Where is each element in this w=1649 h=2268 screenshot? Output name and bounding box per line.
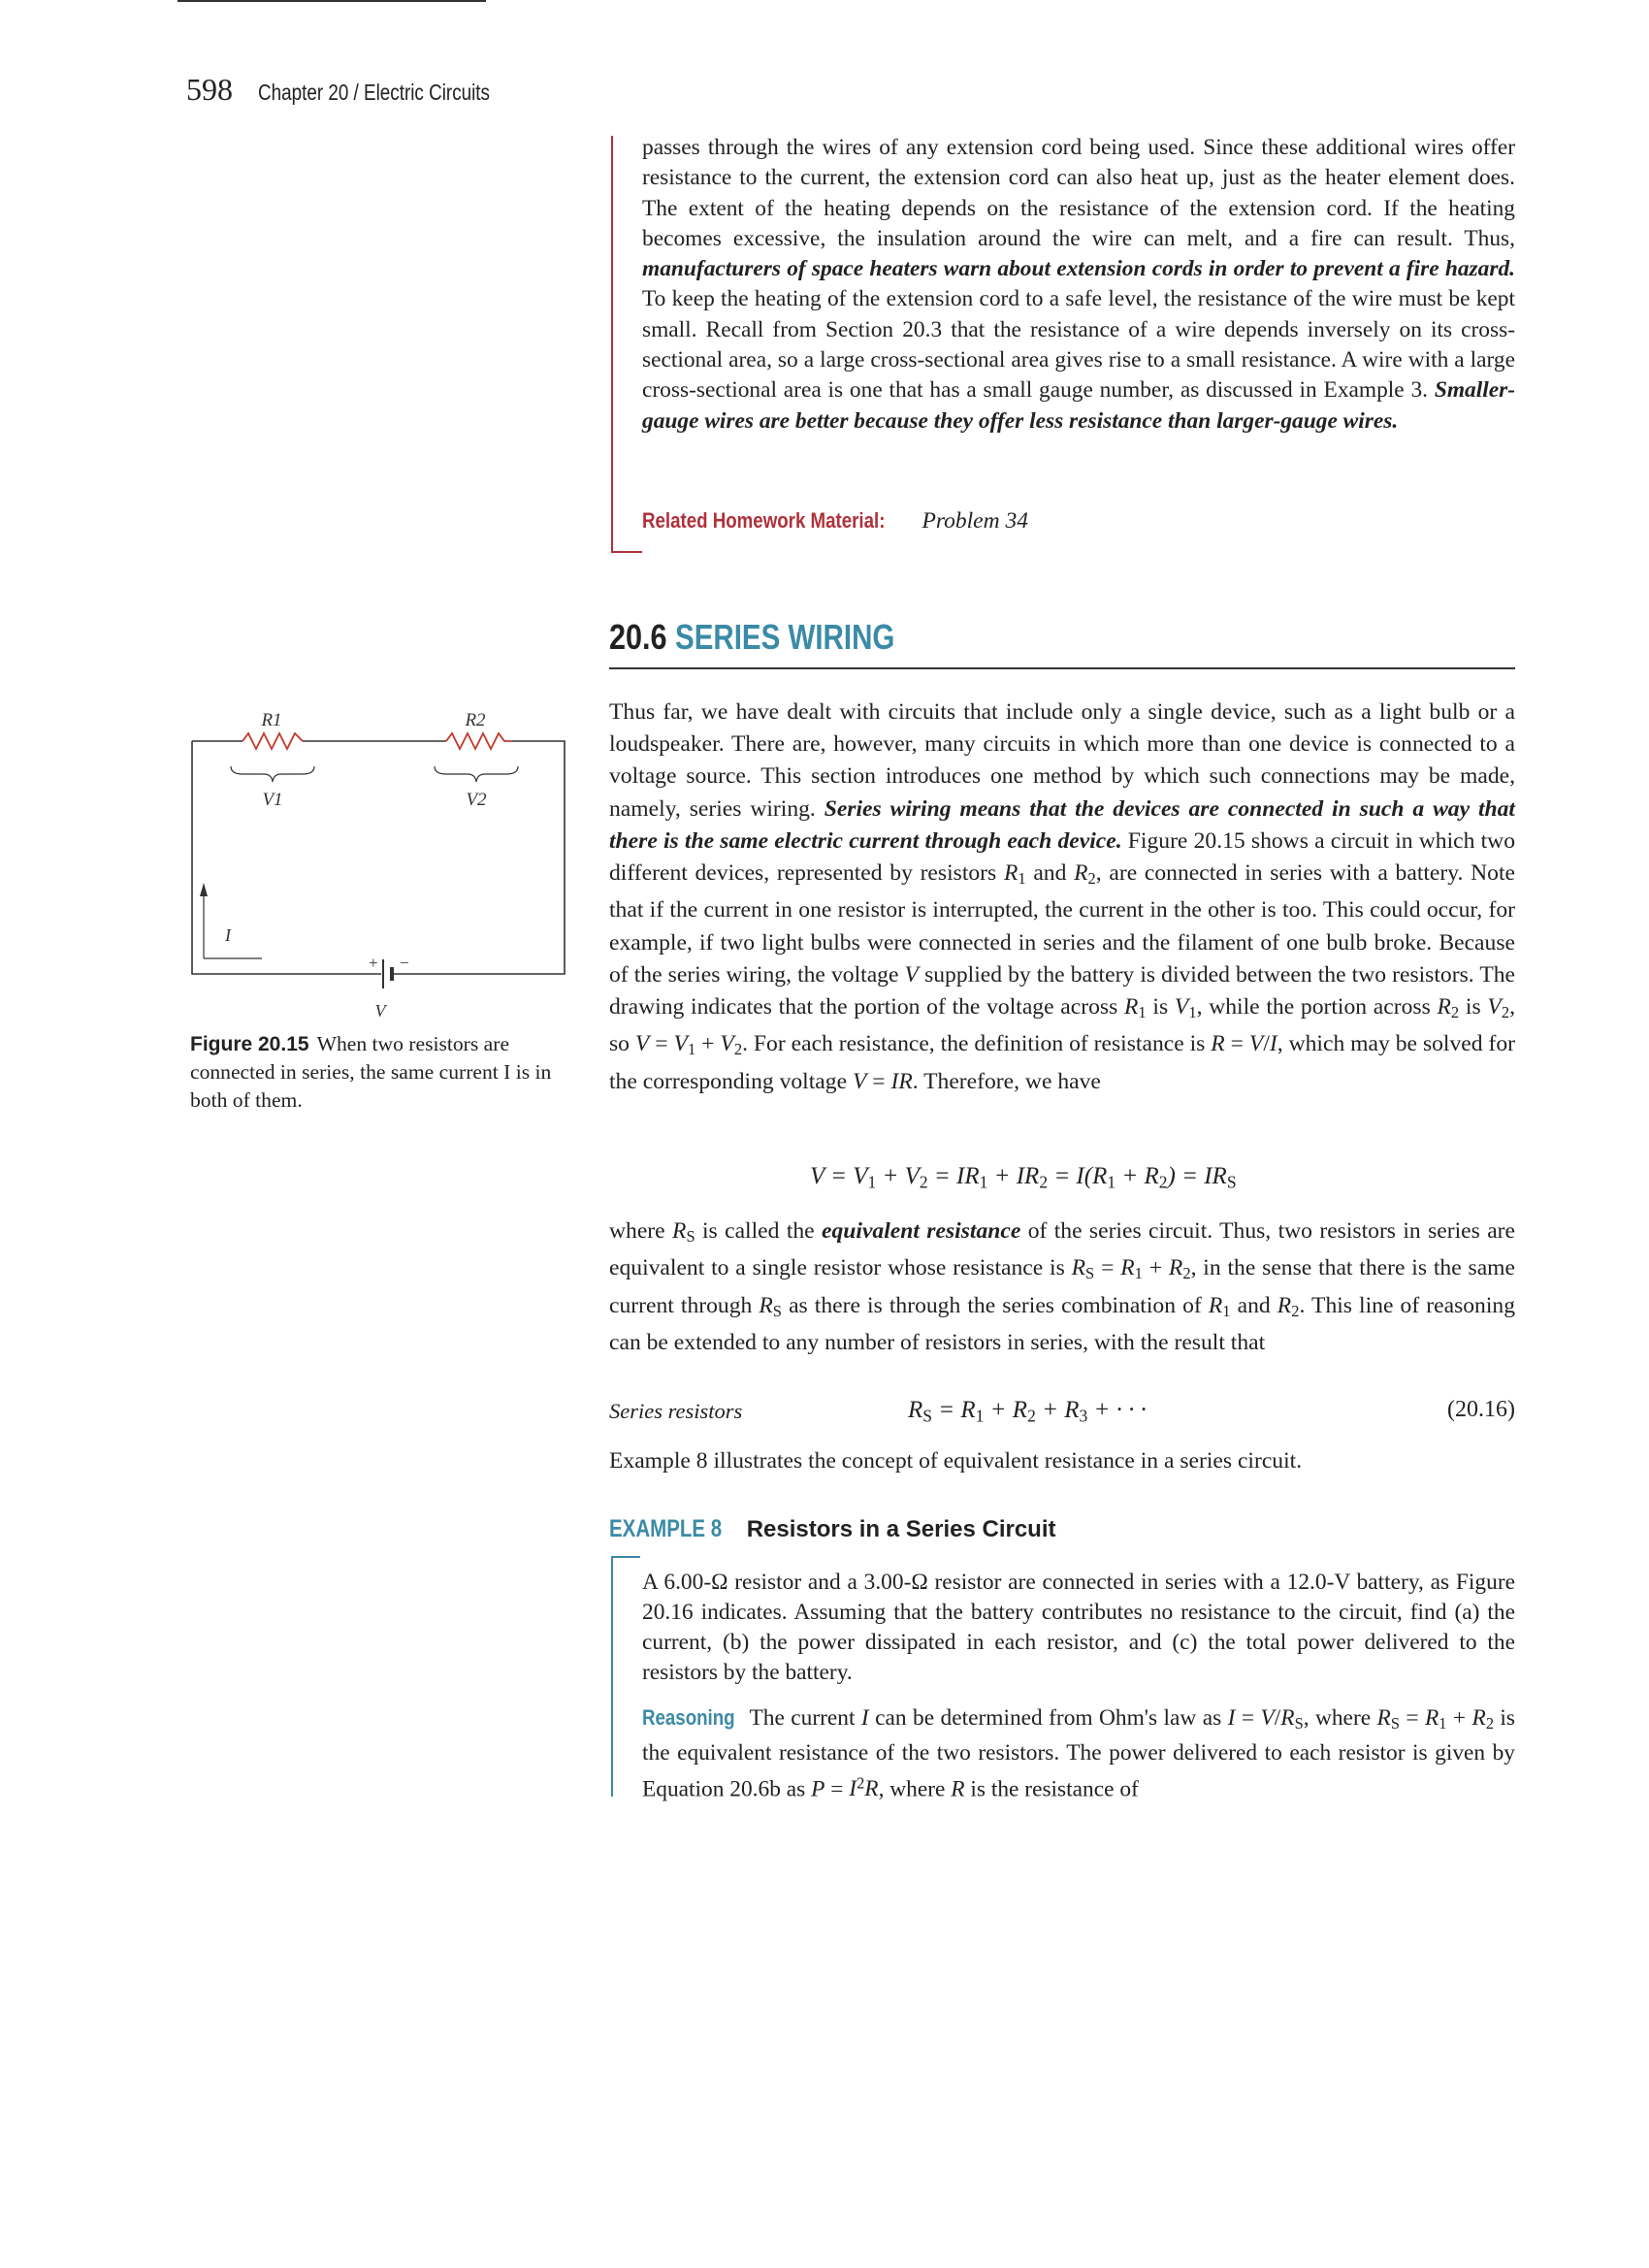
text-span: as there is through the series combination of: [781, 1292, 1209, 1318]
text-span: supplied by the battery is divided between the two resistors. The drawing indicates that the portion of the voltage across: [609, 961, 1516, 1020]
text-span: , which may be solved for the corresponding voltage: [609, 1031, 1515, 1094]
resistor-r2-icon: [446, 733, 512, 749]
example-label: EXAMPLE 8: [609, 1515, 723, 1542]
emphasis-text: Smaller-gauge wires are better because they offer less resistance than larger-gauge wires.: [642, 377, 1515, 434]
example-margin-bar-top: [611, 1556, 640, 1558]
label-v2: V2: [466, 790, 487, 810]
text-span: of the series circuit. Thus, two resistors in series are equivalent to a single resistor whose resistance is: [609, 1218, 1515, 1281]
text-span: The current: [743, 1705, 861, 1731]
label-minus: −: [400, 954, 409, 972]
label-r1: R1: [261, 710, 282, 730]
body-paragraph-3: Example 8 illustrates the concept of equivalent resistance in a series circuit.: [609, 1448, 1303, 1474]
text-span: is: [1146, 993, 1175, 1020]
equation-formula: $R_S = R_1 + R_2 + R_3$ + · · ·: [908, 1397, 1147, 1426]
text-span: , where: [1303, 1705, 1377, 1731]
current-arrow-icon: [200, 883, 208, 896]
text-span: passes through the wires of any extension cord being used. Since these additional wires offer resistance to the current, the extension cord can also heat up, just as the heater element does. The extent of the heating depends on the resistance of the extension cord. If the heating becomes excessive, the insulation around the wire can melt, and a fire can result. Thus,: [642, 135, 1515, 251]
caption-label: Figure 20.15: [190, 1033, 309, 1055]
section-title: SERIES WIRING: [675, 617, 895, 657]
text-span: and: [1230, 1292, 1277, 1318]
related-homework-value: Problem 34: [922, 508, 1028, 534]
figure-series-circuit: [184, 697, 572, 1026]
text-span: . Therefore, we have: [912, 1068, 1101, 1094]
emphasis-text: Series wiring means that the devices are connected in such a way that there is the same electric current through each device.: [609, 795, 1515, 854]
label-voltage: V: [374, 1001, 386, 1021]
equation-number: (20.16): [1447, 1397, 1515, 1422]
body-paragraph-1: Thus far, we have dealt with circuits that include only a single device, such as a light bulb or a loudspeaker. There are, however, many circuits in which more than one device is connected to a voltage source. This section introduces one method by which such connections may be made, namely, series wiring. Series wiring means that the devices are connected in such a way that there is the same electric current through each device. Figure 20.15 shows a circuit in which two different devices, represented by resistors $R_1$ and $R_2$, are connected in series with a battery. Note that if the current in one resistor is interrupted, the current in the other is too. This could occur, for example, if two light bulbs were connected in series and the filament of one bulb broke. Because of the series wiring, the voltage V supplied by the battery is divided between the two resistors. The drawing indicates that the portion of the voltage across $R_1$ is $V_1$, while the portion across $R_2$ is $V_2$, so $V = V_1 + V_2$. For each resistance, the definition of resistance is R = V/I, which may be solved for the corresponding voltage V = IR. Therefore, we have: [609, 699, 1516, 1094]
related-homework-label: Related Homework Material:: [642, 508, 886, 533]
text-span: and: [1025, 860, 1075, 887]
chapter-title: Chapter 20 / Electric Circuits: [258, 80, 490, 105]
margin-bar: [611, 136, 613, 551]
related-homework: [642, 508, 1028, 535]
text-span: , in the sense that there is the same current through: [609, 1255, 1516, 1318]
equation-series-voltage: $V = V_1 + V_2 = IR_1 + IR_2 = I(R_1 + R_2) = IR_S$: [810, 1163, 1237, 1192]
text-span: is called the: [695, 1218, 823, 1244]
reasoning-label: Reasoning: [642, 1705, 735, 1730]
text-span: is the resistance of: [964, 1776, 1139, 1802]
example-problem: A 6.00-Ω resistor and a 3.00-Ω resistor are connected in series with a 12.0-V battery, as Figure 20.16 indicates. Assuming that the battery contributes no resistance to the circuit, find (a) the current, (b) the power dissipated in each resistor, and (c) the total power delivered to the resistors by the battery.: [642, 1570, 1515, 1685]
text-span: , so: [609, 993, 1515, 1057]
text-span: is the equivalent resistance of the two resistors. The power delivered to each resistor is given by Equation 20.6b as: [642, 1705, 1516, 1802]
label-r2: R2: [465, 710, 486, 730]
text-span: Thus far, we have dealt with circuits that include only a single device, such as a light bulb or a loudspeaker. There are, however, many circuits in which more than one device is connected to a voltage source. This section introduces one method by which such connections may be made, namely, series wiring.: [609, 699, 1515, 822]
resistor-r1-icon: [242, 733, 303, 749]
figure-caption: [190, 1030, 570, 1115]
text-span: Figure 20.15 shows a circuit in which two different devices, represented by resistors: [609, 827, 1515, 887]
example-heading: [609, 1515, 1056, 1543]
text-span: is: [1459, 993, 1488, 1020]
text-span: , where: [878, 1776, 952, 1802]
example-reasoning: Reasoning The current I can be determined from Ohm's law as $I = V/R_S$, where $R_S = R_1 + R_2$ is the equivalent resistance of the two resistors. The power delivered to each resistor is given by Equation 20.6b as $P = I^2R$, where R is the resistance of: [642, 1702, 1515, 1804]
top-rule: [178, 0, 486, 2]
text-span: . For each resistance, the definition of resistance is: [742, 1031, 1212, 1057]
text-span: can be determined from Ohm's law as: [868, 1705, 1228, 1731]
emphasis-text: equivalent resistance: [822, 1218, 1021, 1244]
running-header: [186, 72, 540, 108]
brace-v1-icon: [231, 766, 314, 782]
example-margin-bar: [611, 1556, 613, 1797]
text-span: where: [609, 1218, 673, 1244]
example-title: Resistors in a Series Circuit: [746, 1516, 1056, 1542]
brace-v2-icon: [435, 766, 518, 782]
equation-label: Series resistors: [609, 1399, 743, 1423]
text-span: , while the portion across: [1196, 993, 1438, 1020]
text-span: To keep the heating of the extension cord to a safe level, the resistance of the wire must be kept small. Recall from Section 20.3 that the resistance of a wire depends inversely on its cross-sectional area, so a large cross-sectional area gives rise to a small resistance. A wire with a large cross-sectional area is one that has a small gauge number, as discussed in Example 3.: [642, 286, 1515, 404]
section-number: 20.6: [609, 617, 667, 657]
top-paragraph: [642, 133, 1515, 437]
label-plus: +: [369, 954, 378, 972]
margin-bar-foot: [611, 551, 642, 553]
section-heading: [609, 617, 1515, 669]
label-v1: V1: [262, 790, 283, 810]
text-span: . This line of reasoning can be extended to any number of resistors in series, with the result that: [609, 1292, 1515, 1355]
body-paragraph-2: where $R_S$ is called the equivalent resistance of the series circuit. Thus, two resistors in series are equivalent to a single resistor whose resistance is $R_S = R_1 + R_2$, in the sense that there is the same current through $R_S$ as there is through the series combination of $R_1$ and $R_2$. This line of reasoning can be extended to any number of resistors in series, with the result that: [609, 1218, 1516, 1355]
page-number: 598: [186, 72, 233, 107]
emphasis-text: manufacturers of space heaters warn about extension cords in order to prevent a fire hazard.: [642, 256, 1515, 282]
equation-series-resistors: [609, 1397, 1515, 1430]
text-span: , are connected in series with a battery. Note that if the current in one resistor is interrupted, the current in the other is too. This could occur, for example, if two light bulbs were connected in series and the filament of one bulb broke. Because of the series wiring, the voltage: [609, 860, 1515, 988]
label-current: I: [225, 925, 231, 945]
caption-text: When two resistors are connected in series, the same current I is in both of them.: [190, 1032, 552, 1112]
